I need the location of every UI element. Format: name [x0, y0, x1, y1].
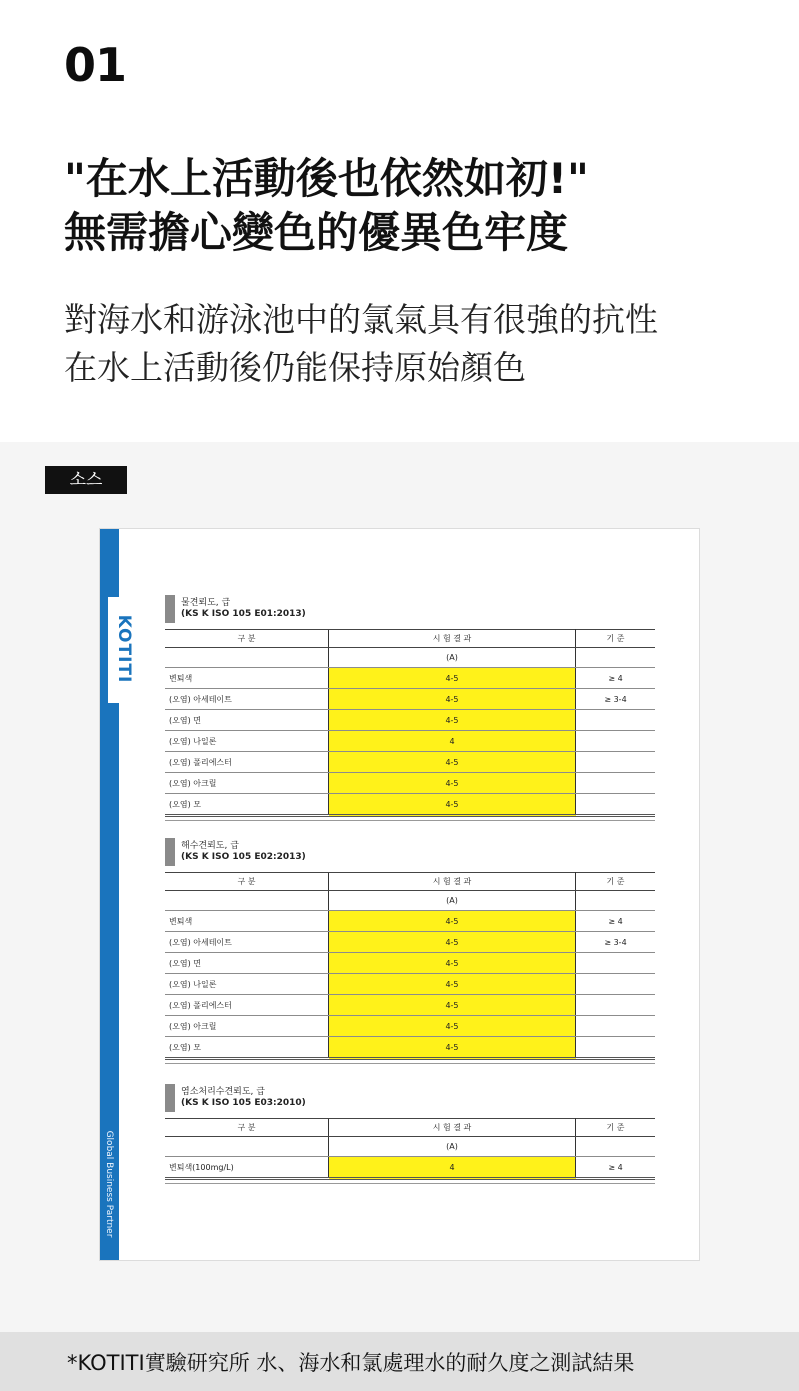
footnote: *KOTITI實驗研究所 水、海水和氯處理水的耐久度之測試結果	[67, 1351, 635, 1375]
row-result: 4-5	[329, 953, 576, 974]
row-standard	[576, 752, 656, 773]
row-standard	[576, 953, 656, 974]
row-label: (오염) 면	[165, 953, 329, 974]
section-standard: (KS K ISO 105 E02:2013)	[181, 852, 306, 862]
table-row	[165, 953, 655, 974]
section-marker	[165, 595, 175, 623]
table-header-row	[165, 630, 655, 648]
row-label: (오염) 나일론	[165, 731, 329, 752]
table-row	[165, 995, 655, 1016]
header-category: 구 분	[165, 873, 329, 891]
row-label: (오염) 아세테이트	[165, 689, 329, 710]
subheader-empty	[576, 648, 656, 668]
section-marker	[165, 1084, 175, 1112]
table-row	[165, 710, 655, 731]
section-header	[165, 838, 655, 872]
section-title: 해수견뢰도, 급	[181, 841, 239, 851]
headline-line-2: 無需擔心變色的優異色牢度	[64, 208, 569, 257]
section-standard: (KS K ISO 105 E03:2010)	[181, 1098, 306, 1108]
row-result: 4-5	[329, 974, 576, 995]
table-header-row	[165, 1119, 655, 1137]
table-row	[165, 668, 655, 689]
section-divider	[165, 1183, 655, 1184]
row-standard	[576, 974, 656, 995]
table-header-row	[165, 873, 655, 891]
subheader-sample: (A)	[329, 891, 576, 911]
row-standard: ≥ 3-4	[576, 689, 656, 710]
subline-line-1: 對海水和游泳池中的氯氣具有很強的抗性	[64, 300, 658, 339]
row-result: 4	[329, 731, 576, 752]
row-label: (오염) 나일론	[165, 974, 329, 995]
row-standard: ≥ 4	[576, 1157, 656, 1179]
row-standard: ≥ 4	[576, 668, 656, 689]
row-label: (오염) 폴리에스터	[165, 752, 329, 773]
row-result: 4-5	[329, 1016, 576, 1037]
subline	[64, 296, 784, 392]
header-result: 시 험 결 과	[329, 873, 576, 891]
table-row	[165, 689, 655, 710]
row-standard	[576, 1037, 656, 1059]
row-standard	[576, 773, 656, 794]
table-row	[165, 773, 655, 794]
row-standard	[576, 995, 656, 1016]
source-tag: 소스	[45, 466, 127, 494]
subheader-sample: (A)	[329, 648, 576, 668]
subheader-sample: (A)	[329, 1137, 576, 1157]
subheader-empty	[165, 1137, 329, 1157]
row-standard	[576, 710, 656, 731]
table-row	[165, 731, 655, 752]
results-table	[165, 872, 655, 1060]
row-result: 4	[329, 1157, 576, 1179]
row-standard	[576, 731, 656, 752]
row-label: (오염) 폴리에스터	[165, 995, 329, 1016]
row-result: 4-5	[329, 689, 576, 710]
section-divider	[165, 1063, 655, 1064]
header-category: 구 분	[165, 630, 329, 648]
row-label: (오염) 면	[165, 710, 329, 731]
table-row	[165, 1157, 655, 1179]
section-header	[165, 595, 655, 629]
test-report-document	[99, 528, 700, 1261]
header-standard: 기 준	[576, 630, 656, 648]
kotiti-logo: KOTITI	[114, 614, 134, 684]
row-label: 변퇴색(100mg/L)	[165, 1157, 329, 1179]
row-label: 변퇴색	[165, 911, 329, 932]
header-category: 구 분	[165, 1119, 329, 1137]
row-result: 4-5	[329, 995, 576, 1016]
row-standard: ≥ 3-4	[576, 932, 656, 953]
results-table	[165, 1118, 655, 1180]
headline-line-1: "在水上活動後也依然如初!"	[64, 154, 589, 203]
section-standard: (KS K ISO 105 E01:2013)	[181, 609, 306, 619]
report-section	[165, 595, 655, 821]
table-row	[165, 794, 655, 816]
header-standard: 기 준	[576, 873, 656, 891]
headline	[64, 152, 784, 260]
row-standard: ≥ 4	[576, 911, 656, 932]
row-label: (오염) 모	[165, 794, 329, 816]
row-label: (오염) 아세테이트	[165, 932, 329, 953]
section-header	[165, 1084, 655, 1118]
header-result: 시 험 결 과	[329, 630, 576, 648]
table-row	[165, 974, 655, 995]
section-number: 01	[64, 38, 127, 92]
table-subheader-row	[165, 1137, 655, 1157]
row-label: (오염) 아크릴	[165, 773, 329, 794]
table-row	[165, 1037, 655, 1059]
row-standard	[576, 794, 656, 816]
header-standard: 기 준	[576, 1119, 656, 1137]
row-result: 4-5	[329, 773, 576, 794]
row-label: (오염) 아크릴	[165, 1016, 329, 1037]
subheader-empty	[576, 891, 656, 911]
subheader-empty	[165, 891, 329, 911]
row-result: 4-5	[329, 932, 576, 953]
subline-line-2: 在水上活動後仍能保持原始顏色	[64, 348, 526, 387]
subheader-empty	[165, 648, 329, 668]
table-subheader-row	[165, 891, 655, 911]
row-result: 4-5	[329, 794, 576, 816]
row-result: 4-5	[329, 710, 576, 731]
side-tagline: Global Business Partner	[104, 1130, 114, 1238]
intro-panel	[0, 0, 799, 442]
section-marker	[165, 838, 175, 866]
row-result: 4-5	[329, 752, 576, 773]
report-section	[165, 838, 655, 1064]
row-result: 4-5	[329, 1037, 576, 1059]
row-label: 변퇴색	[165, 668, 329, 689]
section-divider	[165, 820, 655, 821]
subheader-empty	[576, 1137, 656, 1157]
table-row	[165, 1016, 655, 1037]
table-subheader-row	[165, 648, 655, 668]
results-table	[165, 629, 655, 817]
row-label: (오염) 모	[165, 1037, 329, 1059]
row-result: 4-5	[329, 668, 576, 689]
section-title: 물견뢰도, 급	[181, 598, 231, 608]
table-row	[165, 932, 655, 953]
section-title: 염소처리수견뢰도, 급	[181, 1087, 265, 1097]
table-row	[165, 752, 655, 773]
table-row	[165, 911, 655, 932]
report-section	[165, 1084, 655, 1184]
row-result: 4-5	[329, 911, 576, 932]
header-result: 시 험 결 과	[329, 1119, 576, 1137]
row-standard	[576, 1016, 656, 1037]
